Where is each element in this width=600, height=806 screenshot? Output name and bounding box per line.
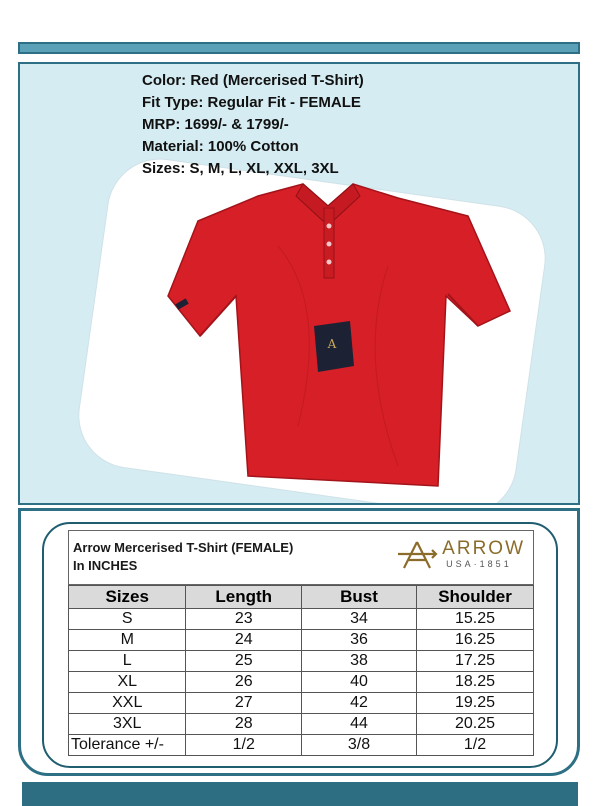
cell-size: M — [69, 630, 186, 651]
cell-length: 24 — [186, 630, 302, 651]
table-header-row — [69, 586, 534, 609]
table-row — [69, 630, 534, 651]
product-details — [142, 70, 364, 180]
brand-tag — [314, 321, 354, 372]
tolerance-bust: 3/8 — [301, 735, 416, 756]
material-line: Material: 100% Cotton — [142, 138, 299, 155]
cell-bust: 42 — [301, 693, 416, 714]
size-chart-title — [73, 539, 293, 575]
cell-shoulder: 17.25 — [417, 651, 534, 672]
brand-name: ARROW — [442, 538, 525, 559]
red-polo-shirt-image — [128, 176, 518, 496]
tolerance-row — [69, 735, 534, 756]
tolerance-label: Tolerance +/- — [69, 735, 186, 756]
cell-bust: 38 — [301, 651, 416, 672]
tolerance-shoulder: 1/2 — [417, 735, 534, 756]
cell-shoulder: 18.25 — [417, 672, 534, 693]
cell-size: S — [69, 609, 186, 630]
svg-text:A: A — [327, 337, 337, 351]
table-row — [69, 651, 534, 672]
table-row — [69, 672, 534, 693]
cell-size: L — [69, 651, 186, 672]
arrow-logo-icon — [396, 540, 438, 570]
chart-units-line: In INCHES — [73, 558, 138, 573]
sizes-line: Sizes: S, M, L, XL, XXL, 3XL — [142, 160, 339, 177]
cell-bust: 36 — [301, 630, 416, 651]
size-chart-table — [68, 585, 534, 756]
cell-shoulder: 16.25 — [417, 630, 534, 651]
size-chart-header — [68, 530, 534, 585]
header-length: Length — [186, 586, 302, 609]
top-divider-bar — [18, 42, 580, 54]
fit-type-line: Fit Type: Regular Fit - FEMALE — [142, 94, 361, 111]
tolerance-length: 1/2 — [186, 735, 302, 756]
cell-size: 3XL — [69, 714, 186, 735]
cell-shoulder: 15.25 — [417, 609, 534, 630]
mrp-line: MRP: 1699/- & 1799/- — [142, 116, 289, 133]
product-info-panel — [18, 62, 580, 505]
chart-title-line: Arrow Mercerised T-Shirt (FEMALE) — [73, 540, 294, 555]
cell-bust: 40 — [301, 672, 416, 693]
cell-length: 28 — [186, 714, 302, 735]
cell-length: 23 — [186, 609, 302, 630]
header-sizes: Sizes — [69, 586, 186, 609]
header-shoulder: Shoulder — [417, 586, 534, 609]
header-bust: Bust — [301, 586, 416, 609]
bottom-divider-bar — [22, 782, 578, 806]
cell-bust: 34 — [301, 609, 416, 630]
arrow-logo — [396, 539, 525, 570]
cell-length: 25 — [186, 651, 302, 672]
cell-length: 27 — [186, 693, 302, 714]
table-row — [69, 714, 534, 735]
cell-bust: 44 — [301, 714, 416, 735]
cell-shoulder: 20.25 — [417, 714, 534, 735]
color-line: Color: Red (Mercerised T-Shirt) — [142, 72, 364, 89]
table-row — [69, 693, 534, 714]
cell-size: XL — [69, 672, 186, 693]
brand-subtitle: USA·1851 — [446, 559, 512, 569]
cell-length: 26 — [186, 672, 302, 693]
cell-size: XXL — [69, 693, 186, 714]
cell-shoulder: 19.25 — [417, 693, 534, 714]
table-row — [69, 609, 534, 630]
